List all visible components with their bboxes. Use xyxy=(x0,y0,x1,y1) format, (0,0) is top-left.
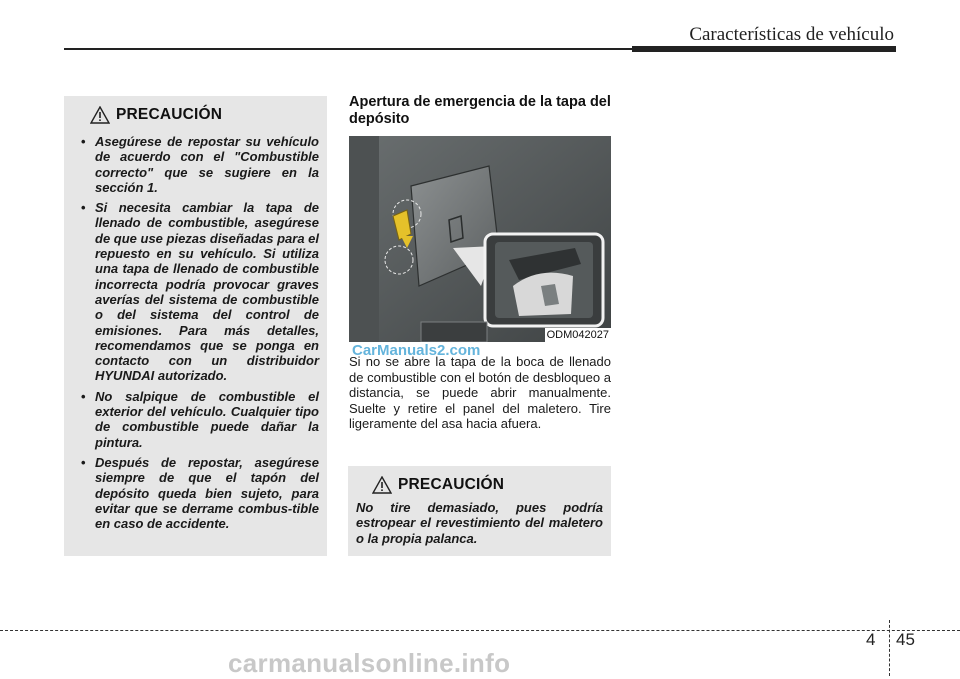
caution-item: • No salpique de combustible el exterior del vehículo. Cualquier tipo de combustible puede dañar la pintura. xyxy=(74,389,319,450)
header-rule-accent xyxy=(632,46,896,52)
caution-title-text: PRECAUCIÓN xyxy=(398,476,505,493)
fuel-door-figure xyxy=(349,136,611,342)
watermark-carmanuals2: CarManuals2.com xyxy=(352,342,481,359)
section-heading: Apertura de emergencia de la tapa del depósito xyxy=(349,94,611,127)
footer-divider xyxy=(0,630,960,631)
caution-item: • Si necesita cambiar la tapa de llenado de combustible, asegúrese de que use piezas diseñadas para el repuesto en su vehículo. Si utiliza una tapa de llenado de combustible incorrecta podría provocar graves averías del sistema de combustible o del sistema del control de emisiones. Para más detalles, recomendamos que se ponga en contacto con un distribuidor HYUNDAI autorizado. xyxy=(74,200,319,384)
caution-title-right xyxy=(372,476,603,494)
page-chapter: 4 xyxy=(866,630,876,649)
caution-title-left xyxy=(90,106,319,124)
warning-triangle-icon xyxy=(372,476,392,494)
caution-title-text: PRECAUCIÓN xyxy=(116,106,223,123)
caution-list xyxy=(74,134,319,531)
header-rule xyxy=(64,48,632,50)
caution-right-text: No tire demasiado, pues podría estropear el revestimiento del maletero o la propia palanca. xyxy=(356,500,603,546)
page-number: 45 xyxy=(896,630,915,649)
fuel-door-illustration xyxy=(349,136,611,342)
warning-triangle-icon xyxy=(90,106,110,124)
header-title: Características de vehículo xyxy=(689,24,894,45)
footer-page-separator xyxy=(889,620,890,676)
caution-box-left xyxy=(64,96,327,556)
caution-item: • Asegúrese de repostar su vehículo de acuerdo con el "Combustible correcto" que se sugiere en la sección 1. xyxy=(74,134,319,195)
footer-site-watermark: carmanualsonline.info xyxy=(228,648,511,678)
section-body-text: Si no se abre la tapa de la boca de llenado de combustible con el botón de desbloqueo a distancia, se puede abrir manualmente. Suelte y retire el panel del maletero. Tire ligeramente del asa hacia afuera. xyxy=(349,354,611,432)
caution-box-right xyxy=(348,466,611,556)
figure-code: ODM042027 xyxy=(546,329,609,341)
caution-item: • Después de repostar, asegúrese siempre de que el tapón del depósito queda bien sujeto, para evitar que se derrame combus-tible en caso de accidente. xyxy=(74,455,319,531)
